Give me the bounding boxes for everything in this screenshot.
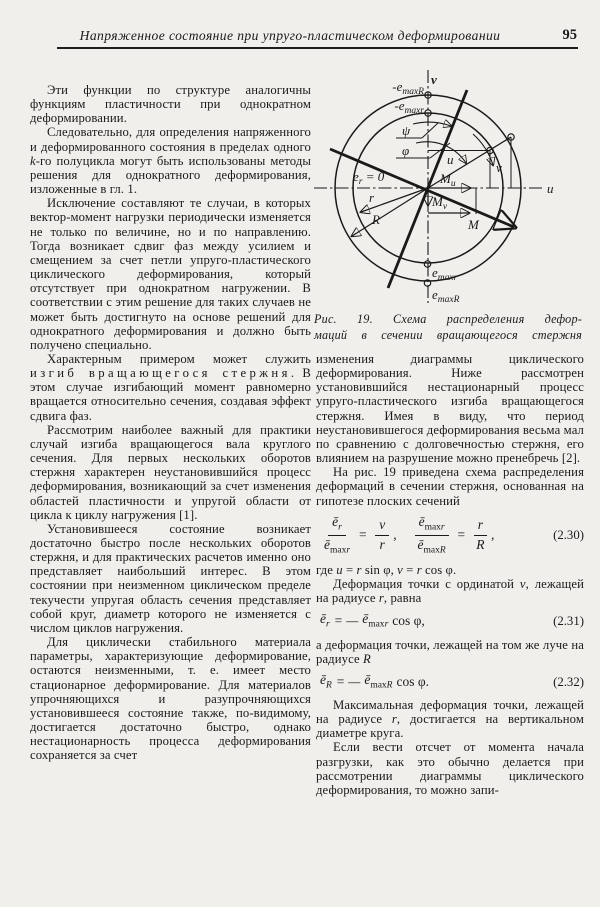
paragraph bbox=[316, 563, 584, 577]
label-emaxr: $e_{maxr}$ bbox=[432, 265, 458, 283]
math-subscript: r bbox=[338, 522, 342, 533]
math-subscript: max bbox=[368, 620, 385, 631]
text-run: sin φ, bbox=[361, 562, 398, 577]
math-subscript: max bbox=[370, 680, 387, 691]
math-symbol: ē bbox=[332, 513, 339, 529]
text-run: . В этом случае изгибающий момент равномерно вращается относительно сечения, создавая эффект сдвига фаз. bbox=[30, 366, 311, 423]
page-number: 95 bbox=[562, 27, 577, 43]
figure-19-diagram bbox=[300, 55, 590, 311]
psi-label: ψ bbox=[402, 123, 411, 138]
paragraph: Установившееся состояние возникает достаточно быстро после нескольких оборотов стержня, и для практических расчетов именно оно представляет наибольший интерес. В этом состоянии при неизменном циклическом пределе текучести упругая область сечения представляет собой круг, диаметр которого не изменяется с числом циклов нагружения. bbox=[30, 521, 311, 635]
paragraph: Исключение составляют те случаи, в которых вектор-момент нагрузки периодически изменяется не только по величине, но и по направлению. Тогда возникает сдвиг фаз между усилием и смещением за счет петли упруго-пластического циклического деформирования, который отсутствует при однократном нагружении. В соответствии с этим решение для таких случаев не может быть достигнуто на основе решений для однократного деформирования и должно быть получено специально. bbox=[30, 196, 311, 352]
label-neg-emaxr: $-e_{maxr}$ bbox=[394, 98, 424, 116]
equals-sign: = bbox=[456, 526, 466, 542]
equation-number: (2.32) bbox=[553, 674, 584, 689]
math-symbol: ē bbox=[362, 611, 369, 627]
left-column bbox=[30, 83, 311, 763]
fraction: $\frac{r}{R}$ bbox=[474, 518, 487, 553]
fraction: $\frac{v}{r}$ bbox=[375, 518, 389, 553]
math-symbol: ē bbox=[320, 611, 326, 627]
caption-line: Рис. 19. Схема распределения дефор- bbox=[314, 312, 582, 326]
running-head: Напряженное состояние при упруго-пластическом деформировании bbox=[79, 28, 501, 43]
variable: r bbox=[416, 562, 422, 577]
psi-label-leader bbox=[422, 123, 438, 138]
paragraph: Для циклически стабильного материала параметры, характеризующие деформирование, остаются неизменными, т. е. имеет место стационарное деформирование. Для материалов упрочняющихся и разупрочняющихся установившееся состояние также, по-видимому, достигается достаточно быстро, однако нестационарность процесса деформирования сохраняется за счет bbox=[30, 635, 311, 763]
math-subscript: r bbox=[440, 522, 445, 533]
text-run: Максимальная деформация точки, лежащей на радиусе bbox=[316, 698, 584, 727]
equals-minus: = — bbox=[335, 673, 361, 689]
text-run: = bbox=[402, 562, 417, 577]
math-symbol: ē bbox=[320, 671, 326, 687]
math-symbol: ē bbox=[324, 536, 330, 552]
formula-2-32 bbox=[320, 673, 584, 691]
formula-2-31 bbox=[320, 612, 584, 630]
u-coordinate-label: u bbox=[447, 152, 454, 167]
text-run: Следовательно, для определения напряженного и деформированного состояния в пределах одного bbox=[30, 125, 311, 154]
label-neg-emaxR: $-e_{maxR}$ bbox=[392, 79, 424, 97]
header-rule bbox=[57, 47, 578, 49]
math-symbol: ē bbox=[364, 671, 371, 687]
M-label: M bbox=[468, 217, 479, 232]
paragraph bbox=[316, 577, 584, 605]
right-column bbox=[316, 352, 584, 797]
math-subscript: R bbox=[386, 680, 393, 691]
equals-sign: = bbox=[358, 526, 368, 542]
equation-number: (2.31) bbox=[553, 614, 584, 629]
math-subscript: r bbox=[326, 620, 330, 631]
paragraph: На рис. 19 приведена схема распределения деформаций в сечении стержня, основанная на гипотезе плоских сечений bbox=[316, 465, 584, 508]
math-symbol: ē bbox=[418, 513, 425, 529]
text-run: = bbox=[342, 562, 357, 577]
label-emaxR: $e_{maxR}$ bbox=[432, 287, 460, 305]
paragraph: изменения диаграммы циклического деформирования. Ниже рассмотрен установившийся нестационарный процесс упруго-пластического изгиба вращающегося стержня. Имея в виду, что период неустановившегося деформирования весьма мал по сравнению с долговечностью стержня, его влиянием на разрушение можно пренебречь [2]. bbox=[316, 352, 584, 466]
Mv-label: $M_v$ bbox=[432, 194, 448, 212]
paragraph bbox=[30, 352, 311, 423]
fraction bbox=[324, 515, 350, 556]
text-run: , лежащей на радиусе bbox=[316, 577, 584, 606]
variable: v bbox=[519, 577, 526, 592]
variable: R bbox=[362, 651, 371, 666]
text-run: , равна bbox=[383, 591, 422, 606]
formula-2-30 bbox=[320, 515, 584, 556]
paragraph: Если вести отсчет от момента начала разгрузки, как это обычно делается при рассмотрении диаграммы циклического деформирования, то можно запи- bbox=[316, 740, 584, 797]
trig-term: cos φ, bbox=[392, 613, 425, 629]
text-run: -го полуцикла могут быть использованы методы решения для однократного деформирования, изложенные в гл. 1. bbox=[30, 153, 311, 197]
psi-angle-arc bbox=[413, 122, 451, 126]
paragraph: Эти функции по структуре аналогичны функциям пластичности при однократном деформировании. bbox=[30, 83, 311, 126]
emphasized-phrase: изгиб вращающегося стержня bbox=[30, 366, 291, 381]
variable: r bbox=[391, 712, 397, 727]
text-run: cos φ. bbox=[421, 562, 457, 577]
text-run: , достигается на вертикальном диаметре круга. bbox=[316, 712, 584, 741]
text-run: Деформация точки с ординатой bbox=[333, 577, 520, 592]
equals-minus: = — bbox=[333, 613, 359, 629]
variable: v bbox=[397, 562, 403, 577]
variable: u bbox=[336, 562, 343, 577]
math-subscript: r bbox=[346, 545, 351, 556]
math-subscript: max bbox=[424, 522, 441, 533]
math-subscript: max bbox=[423, 545, 440, 556]
trig-term: cos φ. bbox=[396, 673, 430, 689]
r-radius-label: r bbox=[369, 190, 375, 205]
paragraph bbox=[316, 638, 584, 666]
fraction bbox=[415, 515, 449, 556]
text-run: где bbox=[316, 562, 337, 577]
math-subscript: R bbox=[439, 545, 446, 556]
caption-line: маций в сечении вращающегося стержня bbox=[314, 327, 582, 342]
phi-label: φ bbox=[402, 143, 410, 158]
math-subscript: R bbox=[326, 680, 332, 691]
Mu-label: $M_u$ bbox=[440, 171, 456, 189]
v-coordinate-label: v bbox=[496, 160, 502, 175]
comma: , bbox=[491, 526, 495, 542]
er-zero-label: $e_r = 0$ bbox=[353, 169, 385, 187]
paragraph: Рассмотрим наиболее важный для практики случай изгиба вращающегося вала круглого сечения. Для первых нескольких оборотов стержня характерен неустановившийся процесс деформирования, возникающий за счет изменения областей пластичности и упругой области от цикла к циклу нагружения [1]. bbox=[30, 422, 311, 522]
figure-19-caption bbox=[314, 312, 582, 343]
math-subscript: max bbox=[330, 545, 347, 556]
math-symbol: ē bbox=[417, 536, 424, 552]
variable: r bbox=[378, 591, 384, 606]
text-run: а деформация точки, лежащей на том же луче на радиусе bbox=[316, 637, 584, 666]
variable: r bbox=[356, 562, 362, 577]
u-axis-label: u bbox=[547, 181, 554, 196]
paragraph bbox=[316, 698, 584, 740]
equation-number: (2.30) bbox=[553, 528, 584, 543]
text-run: Характерным примером может служить bbox=[47, 351, 311, 366]
R-radius-arrow bbox=[352, 188, 428, 236]
comma: , bbox=[393, 526, 397, 542]
variable-k: k bbox=[30, 153, 36, 168]
paragraph bbox=[30, 125, 311, 196]
v-axis-label: v bbox=[431, 72, 437, 87]
R-radius-label: R bbox=[372, 212, 380, 227]
math-subscript: r bbox=[384, 620, 389, 631]
